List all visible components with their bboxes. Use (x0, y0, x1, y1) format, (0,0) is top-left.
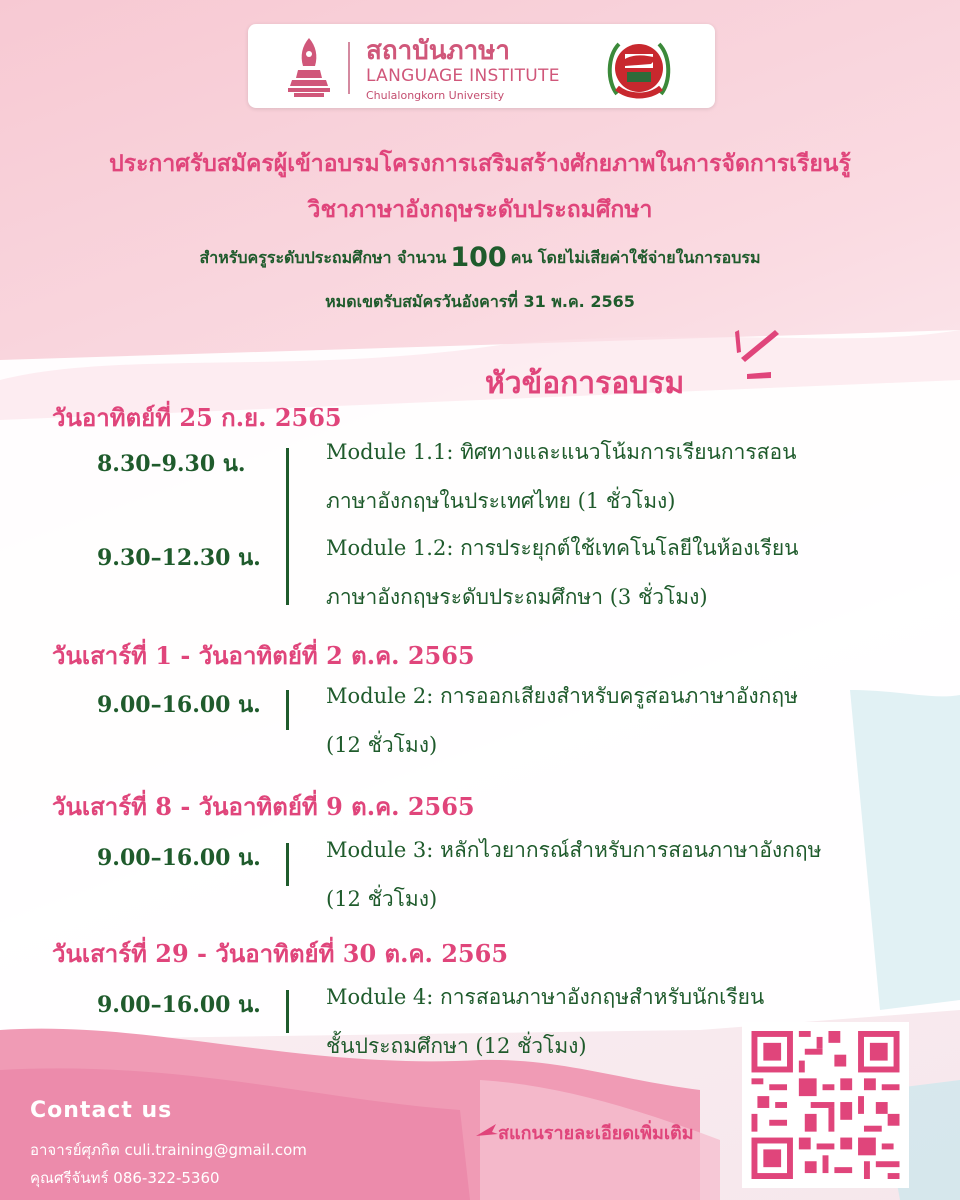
contact-title: Contact us (30, 1098, 173, 1123)
module-1-2 (326, 524, 799, 622)
chula-crest-icon (284, 36, 334, 100)
schedule-day-4: วันเสาร์ที่ 29 - วันอาทิตย์ที่ 30 ต.ค. 2565 (52, 939, 509, 968)
contact-phone: คุณศรีจันทร์ 086-322-5360 (30, 1169, 220, 1187)
module-detail: (12 ชั่วโมง) (326, 733, 438, 757)
session-divider (286, 448, 289, 605)
qr-code-icon (751, 1031, 900, 1179)
session-time: 9.00–16.00 น. (97, 692, 261, 718)
logo-divider (348, 42, 350, 94)
module-2 (326, 672, 798, 770)
module-1-1 (326, 428, 796, 526)
arrow-icon (476, 1122, 498, 1140)
application-deadline: หมดเขตรับสมัครวันอังคารที่ 31 พ.ค. 2565 (325, 292, 635, 311)
session-divider (286, 990, 289, 1033)
schedule-day-3: วันเสาร์ที่ 8 - วันอาทิตย์ที่ 9 ต.ค. 2565 (52, 792, 475, 821)
session-time: 9.00–16.00 น. (97, 992, 261, 1018)
module-detail: (12 ชั่วโมง) (326, 887, 438, 911)
accent-marks-icon (725, 328, 785, 388)
contact-email: อาจารย์ศุภกิต culi.training@gmail.com (30, 1141, 307, 1159)
participant-count: 100 (450, 242, 507, 273)
topics-heading: หัวข้อการอบรม (485, 366, 685, 401)
university-name: Chulalongkorn University (366, 89, 505, 102)
module-title: Module 4: การสอนภาษาอังกฤษสำหรับนักเรียน (326, 985, 765, 1009)
participant-info-suffix: คน โดยไม่เสียค่าใช้จ่ายในการอบรม (510, 248, 761, 267)
module-detail: ชั้นประถมศึกษา (12 ชั่วโมง) (326, 1034, 587, 1058)
module-title: Module 1.2: การประยุกต์ใช้เทคโนโลยีในห้องเรียน (326, 536, 799, 560)
sakdibhornsup-seal-icon (603, 32, 675, 104)
schedule-day-2: วันเสาร์ที่ 1 - วันอาทิตย์ที่ 2 ต.ค. 2565 (52, 641, 475, 670)
session-time: 8.30–9.30 น. (97, 451, 246, 477)
module-title: Module 3: หลักไวยากรณ์สำหรับการสอนภาษาอังกฤษ (326, 838, 822, 862)
module-detail: ภาษาอังกฤษในประเทศไทย (1 ชั่วโมง) (326, 489, 676, 513)
participant-info (0, 242, 960, 273)
session-time: 9.30–12.30 น. (97, 545, 261, 571)
qr-code[interactable] (742, 1022, 909, 1188)
logo-card (248, 24, 715, 108)
module-4 (326, 973, 764, 1071)
participant-info-prefix: สำหรับครูระดับประถมศึกษา จำนวน (199, 248, 447, 267)
institute-name-thai: สถาบันภาษา (366, 36, 510, 66)
institute-name-english: LANGUAGE INSTITUTE (366, 66, 560, 86)
module-detail: ภาษาอังกฤษระดับประถมศึกษา (3 ชั่วโมง) (326, 585, 708, 609)
session-divider (286, 690, 289, 730)
announcement-title: ประกาศรับสมัครผู้เข้าอบรมโครงการเสริมสร้างศักยภาพในการจัดการเรียนรู้ (109, 151, 851, 177)
subject-title: วิชาภาษาอังกฤษระดับประถมศึกษา (307, 197, 653, 223)
qr-caption: สแกนรายละเอียดเพิ่มเติม (498, 1123, 694, 1144)
module-title: Module 1.1: ทิศทางและแนวโน้มการเรียนการสอน (326, 440, 797, 464)
session-divider (286, 843, 289, 886)
module-title: Module 2: การออกเสียงสำหรับครูสอนภาษาอังกฤษ (326, 684, 798, 708)
session-time: 9.00–16.00 น. (97, 845, 261, 871)
schedule-day-1: วันอาทิตย์ที่ 25 ก.ย. 2565 (52, 403, 342, 432)
module-3 (326, 826, 821, 924)
